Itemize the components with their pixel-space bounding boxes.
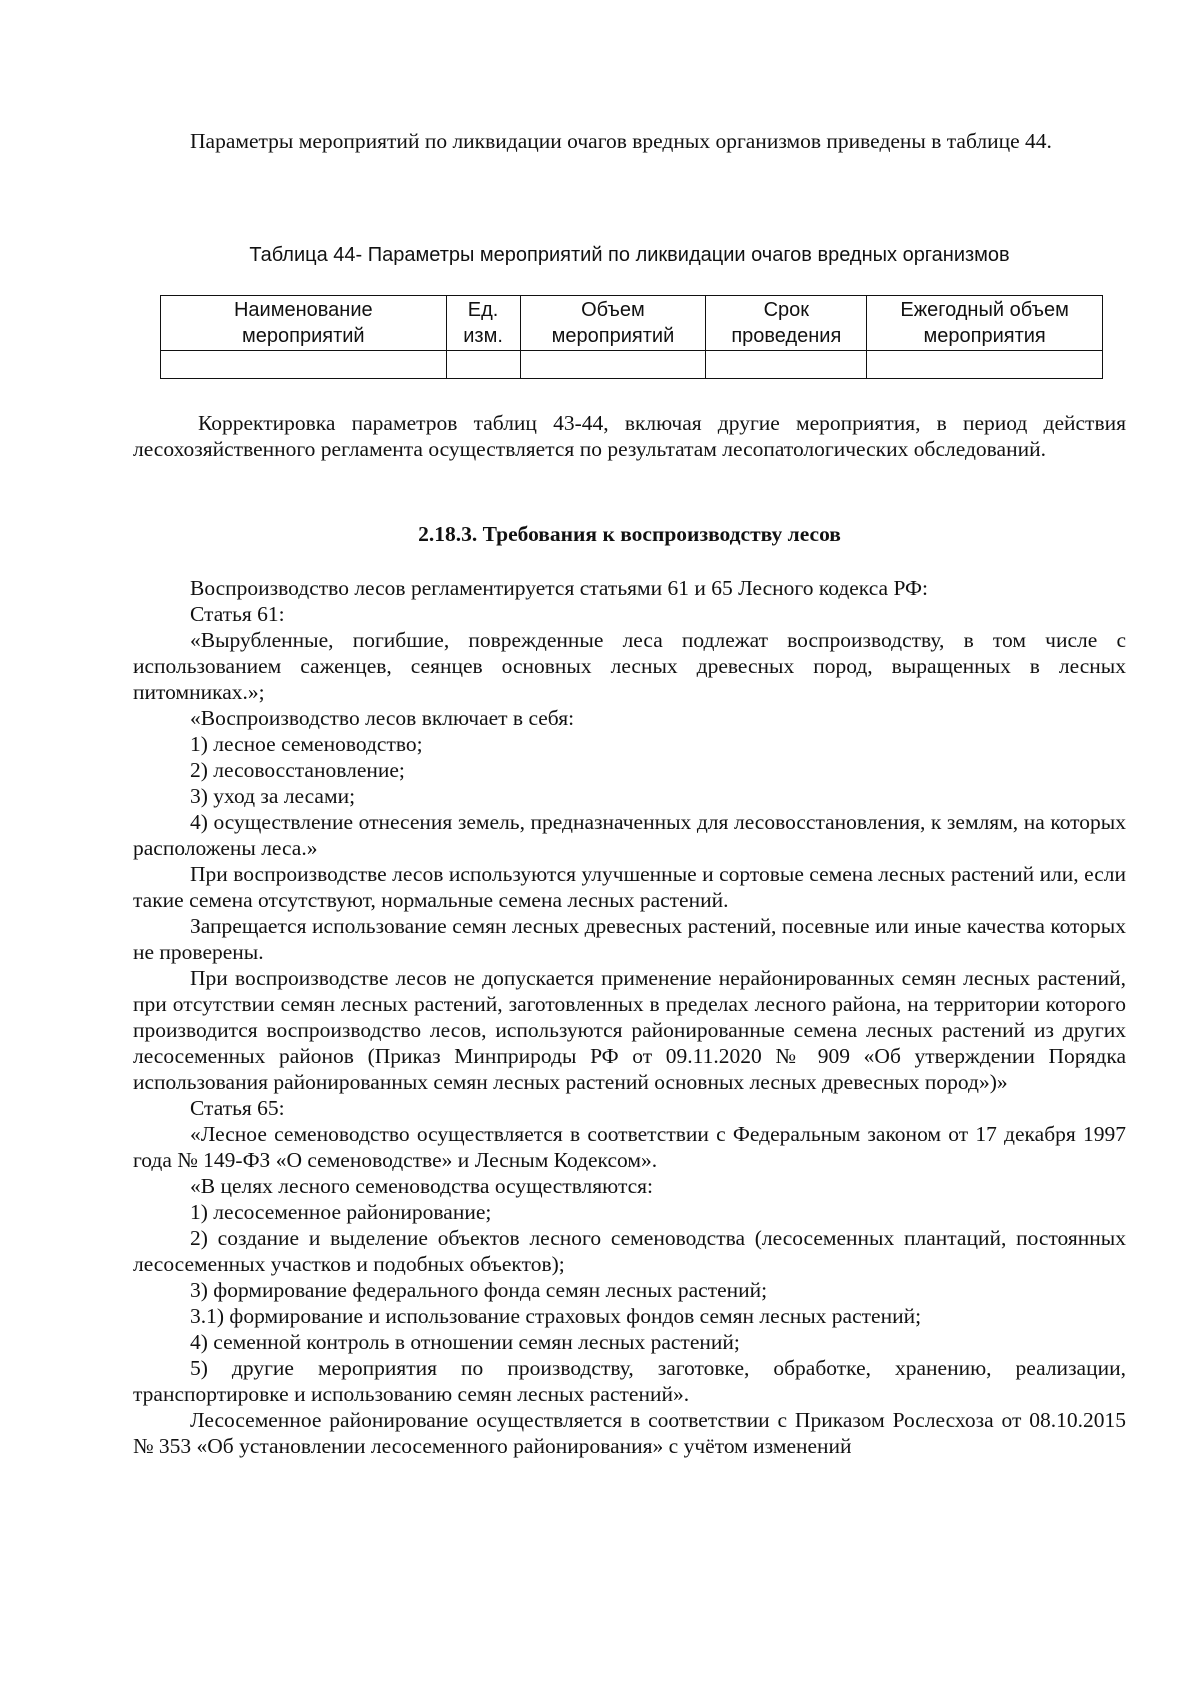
table-row [161,351,1103,379]
intro-block [133,128,1126,154]
body-paragraph: Запрещается использование семян лесных древесных растений, посевные или иные качества которых не проверены. [133,914,1126,964]
list-item: 4) осуществление отнесения земель, предназначенных для лесовосстановления, к землям, на которых расположены леса.» [133,810,1126,860]
article-label: Статья 61: [190,602,285,626]
table-header-cell: Наименование мероприятий [161,296,447,351]
list-intro: «В целях лесного семеноводства осуществляются: [190,1174,654,1198]
correction-block [133,410,1126,462]
table-header-row [161,296,1103,351]
list-item: 2) создание и выделение объектов лесного семеноводства (лесосеменных плантаций, постоянных лесосеменных участков и подобных объектов); [133,1226,1126,1276]
body-paragraph: При воспроизводстве лесов не допускается применение нерайонированных семян лесных растений, при отсутствии семян лесных растений, заготовленных в пределах лесного района, на территории которого производится воспроизводство лесов, используются районированные семена лесных растений из других лесосеменных районов (Приказ Минприроды РФ от 09.11.2020 № 909 «Об утверждении Порядка использования районированных семян лесных растений основных лесных древесных пород»)» [133,966,1126,1094]
list-item: 3) уход за лесами; [190,784,356,808]
table-cell [867,351,1103,379]
table-cell [446,351,520,379]
table-header-cell: Ежегодный объем мероприятия [867,296,1103,351]
table-cell [161,351,447,379]
table-header-cell: Объем мероприятий [520,296,706,351]
table-cell [706,351,867,379]
list-item: 4) семенной контроль в отношении семян лесных растений; [190,1330,740,1354]
body-paragraph: Воспроизводство лесов регламентируется статьями 61 и 65 Лесного кодекса РФ: [190,576,928,600]
table-cell [520,351,706,379]
intro-paragraph: Параметры мероприятий по ликвидации очагов вредных организмов приведены в таблице 44. [190,129,1052,153]
article-label: Статья 65: [190,1096,285,1120]
params-table [160,295,1103,379]
table-header-cell: Ед. изм. [446,296,520,351]
quote-paragraph: «Вырубленные, погибшие, поврежденные леса подлежат воспроизводству, в том числе с использованием саженцев, сеянцев основных лесных древесных пород, выращенных в лесных питомниках.»; [133,628,1126,704]
body-paragraph: Лесосеменное районирование осуществляется в соответствии с Приказом Рослесхоза от 08.10.2015 № 353 «Об установлении лесосеменного районирования» с учётом изменений [133,1408,1126,1458]
list-item: 1) лесное семеноводство; [190,732,423,756]
body-block [133,575,1126,1459]
list-item: 2) лесовосстановление; [190,758,405,782]
section-heading: 2.18.3. Требования к воспроизводству лесов [418,522,841,546]
table-caption: Таблица 44- Параметры мероприятий по ликвидации очагов вредных организмов [249,244,1010,266]
list-intro: «Воспроизводство лесов включает в себя: [190,706,575,730]
body-paragraph: «Лесное семеноводство осуществляется в соответствии с Федеральным законом от 17 декабря 1997 года № 149-ФЗ «О семеноводстве» и Лесным Кодексом». [133,1122,1126,1172]
correction-paragraph: Корректировка параметров таблиц 43-44, включая другие мероприятия, в период действия лесохозяйственного регламента осуществляется по результатам лесопатологических обследований. [133,411,1126,461]
table-header-cell: Срок проведения [706,296,867,351]
list-item: 3) формирование федерального фонда семян лесных растений; [190,1278,768,1302]
list-item: 1) лесосеменное районирование; [190,1200,492,1224]
list-item: 3.1) формирование и использование страховых фондов семян лесных растений; [190,1304,922,1328]
body-paragraph: При воспроизводстве лесов используются улучшенные и сортовые семена лесных растений или, если такие семена отсутствуют, нормальные семена лесных растений. [133,862,1126,912]
list-item: 5) другие мероприятия по производству, заготовке, обработке, хранению, реализации, транспортировке и использованию семян лесных растений». [133,1356,1126,1406]
